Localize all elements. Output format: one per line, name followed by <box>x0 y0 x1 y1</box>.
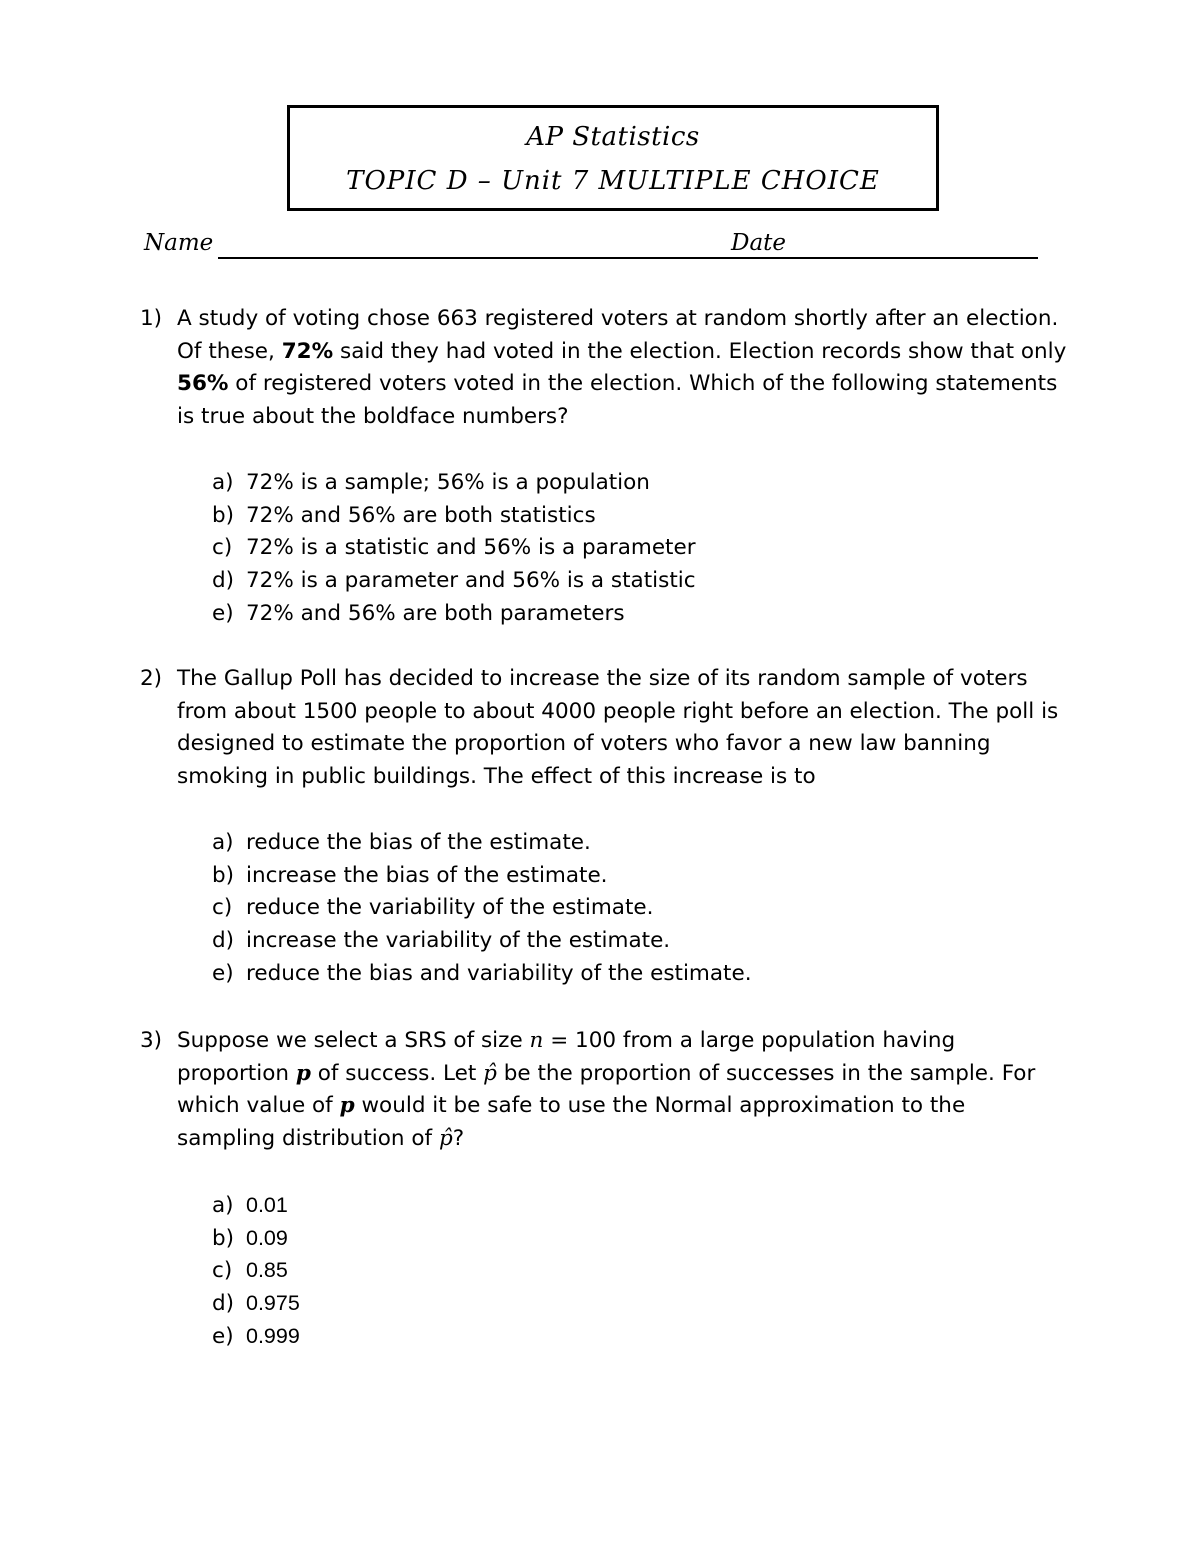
option-letter: c) <box>212 1258 233 1284</box>
option-letter: d) <box>212 1291 235 1317</box>
question-text <box>177 1025 1067 1156</box>
math-variable-p: p <box>295 1060 311 1086</box>
question-1 <box>140 303 1070 633</box>
answer-option[interactable] <box>212 860 752 893</box>
option-letter: a) <box>212 830 234 855</box>
option-text: 0.09 <box>246 1225 288 1250</box>
name-date-row <box>144 228 1044 262</box>
math-variable-p-hat: p̂ <box>483 1060 497 1086</box>
option-letter: a) <box>212 1193 234 1218</box>
option-letter: e) <box>212 600 234 626</box>
option-letter: b) <box>212 1225 235 1251</box>
title-box <box>287 105 939 211</box>
option-letter: c) <box>212 535 233 561</box>
option-text: 0.85 <box>246 1258 288 1283</box>
topic-title: TOPIC D – Unit 7 MULTIPLE CHOICE <box>346 166 880 196</box>
option-text: 72% is a statistic and 56% is a parameter <box>246 535 696 561</box>
option-text: reduce the bias of the estimate. <box>246 830 591 855</box>
bold-number: 72% <box>281 338 334 364</box>
question-text <box>177 303 1067 434</box>
question-text-part: ? <box>452 1126 465 1152</box>
question-3 <box>140 1025 1070 1355</box>
answer-options <box>212 467 696 630</box>
question-2 <box>140 663 1070 993</box>
answer-option[interactable] <box>212 827 752 860</box>
option-text: 72% and 56% are both statistics <box>246 502 596 528</box>
date-blank-line[interactable] <box>794 257 1038 259</box>
question-text-part: said they had voted in the election. Election records show that only <box>333 338 1067 364</box>
math-variable-n: n <box>529 1028 544 1053</box>
answer-option[interactable] <box>212 467 696 500</box>
option-text: increase the bias of the estimate. <box>246 862 608 888</box>
math-variable-p-hat: p̂ <box>438 1126 453 1152</box>
answer-option[interactable] <box>212 1287 300 1320</box>
answer-option[interactable] <box>212 892 752 925</box>
question-text-part: Suppose we select a SRS of size <box>177 1028 530 1053</box>
option-letter: b) <box>212 862 235 888</box>
question-text-part: of success. Let <box>310 1060 484 1086</box>
answer-option[interactable] <box>212 565 696 598</box>
answer-option[interactable] <box>212 1320 300 1353</box>
question-text-part: be the proportion of successes in the sample. For which value of <box>177 1060 1036 1119</box>
question-text-part: of registered voters voted in the election. Which of the following statements is true about the boldface numbers? <box>177 371 1058 430</box>
option-text: 72% is a parameter and 56% is a statistic <box>246 568 696 594</box>
answer-option[interactable] <box>212 1254 300 1287</box>
answer-option[interactable] <box>212 1222 300 1255</box>
question-text-part: = 100 from a large population having proportion <box>177 1028 956 1086</box>
question-text-part: would it be safe to use the Normal approximation to the sampling distribution of <box>177 1093 966 1152</box>
math-variable-p: p <box>339 1093 355 1119</box>
name-label: Name <box>144 230 214 256</box>
answer-options <box>212 1189 300 1352</box>
answer-options <box>212 827 752 990</box>
option-letter: c) <box>212 895 233 921</box>
date-label: Date <box>731 230 787 256</box>
option-letter: d) <box>212 568 235 594</box>
course-title: AP Statistics <box>526 122 700 152</box>
answer-option[interactable] <box>212 958 752 991</box>
option-letter: e) <box>212 960 234 986</box>
question-number: 1) <box>140 306 163 331</box>
option-text: reduce the variability of the estimate. <box>246 895 654 921</box>
option-letter: d) <box>212 928 235 954</box>
answer-option[interactable] <box>212 532 696 565</box>
option-text: increase the variability of the estimate. <box>246 928 671 954</box>
option-text: 0.975 <box>246 1291 300 1316</box>
question-text-part: A study of voting chose 663 registered voters at random shortly after an election. Of these, <box>177 306 1059 364</box>
question-number: 3) <box>140 1028 163 1053</box>
option-text: 0.01 <box>246 1193 288 1217</box>
option-text: 0.999 <box>246 1323 300 1348</box>
question-number: 2) <box>140 666 163 691</box>
answer-option[interactable] <box>212 598 696 631</box>
option-letter: a) <box>212 470 234 495</box>
option-letter: e) <box>212 1323 234 1349</box>
option-text: 72% is a sample; 56% is a population <box>246 470 650 495</box>
name-blank-line[interactable] <box>218 257 840 259</box>
option-text: 72% and 56% are both parameters <box>246 600 625 626</box>
answer-option[interactable] <box>212 1189 300 1222</box>
bold-number: 56% <box>177 371 229 397</box>
question-text: The Gallup Poll has decided to increase the size of its random sample of voters from about 1500 people to about 4000 people right before an election. The poll is designed to estimate the proportion of voters who favor a new law banning smoking in public buildings. The effect of this increase is to <box>177 666 1059 790</box>
option-letter: b) <box>212 502 235 528</box>
answer-option[interactable] <box>212 925 752 958</box>
option-text: reduce the bias and variability of the estimate. <box>246 960 752 986</box>
answer-option[interactable] <box>212 500 696 533</box>
